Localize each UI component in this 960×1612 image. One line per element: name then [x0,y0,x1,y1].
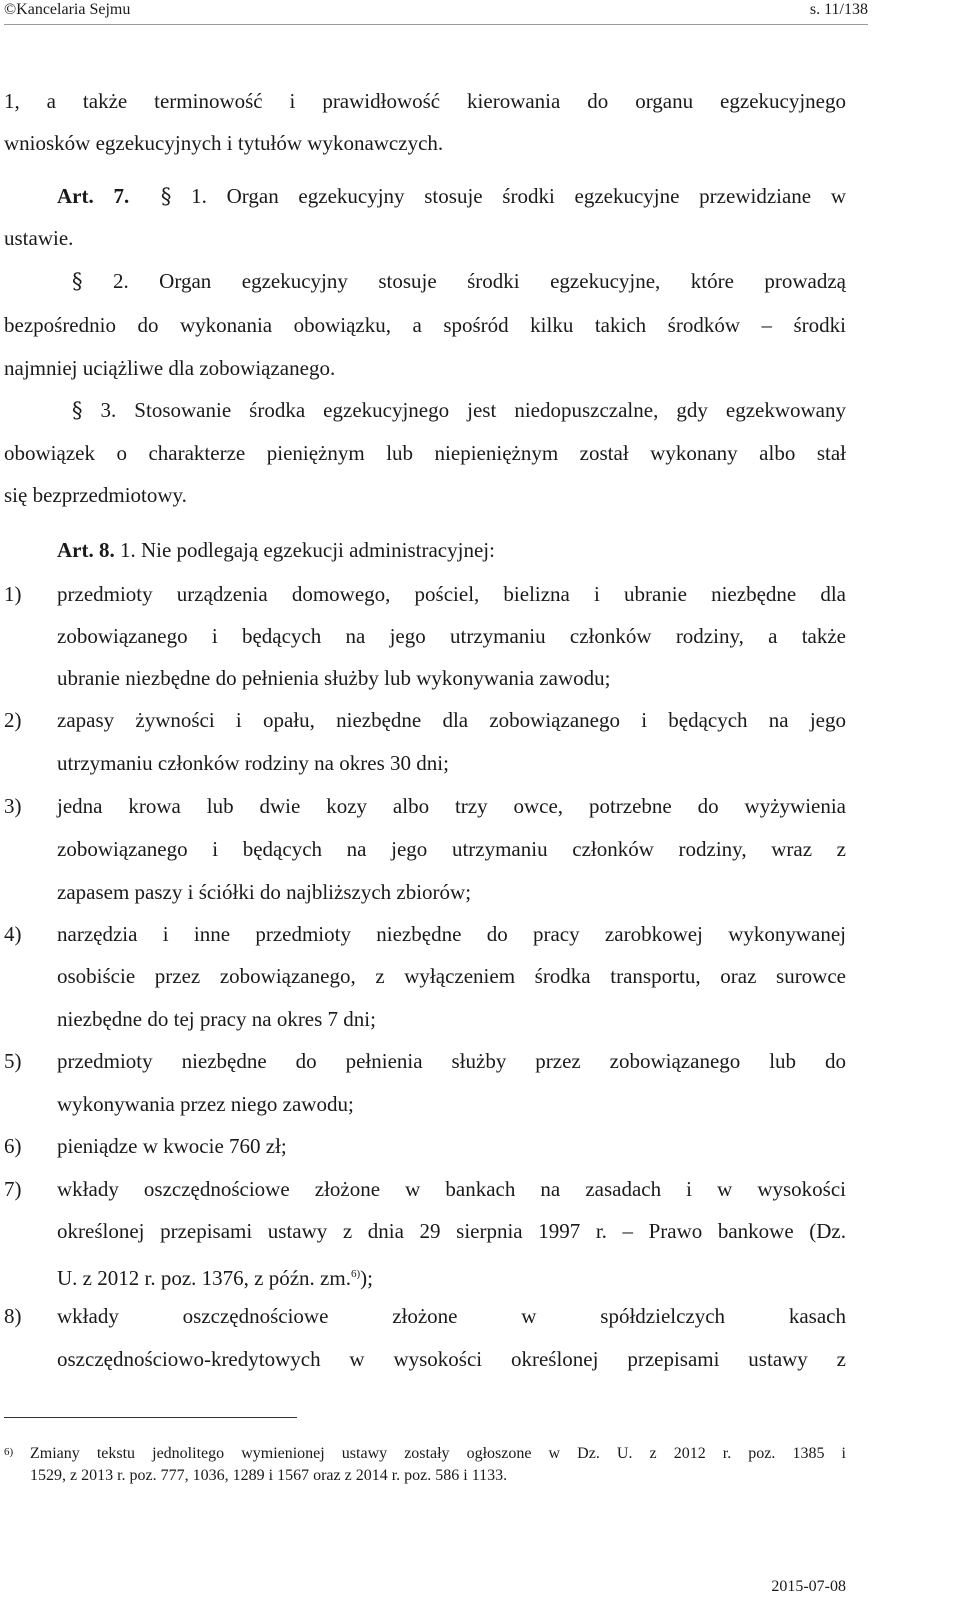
art7-heading: Art. 7. [57,184,130,208]
list-item-number: 5) [4,1049,22,1073]
list-item-number: 2) [4,708,22,732]
art7-p1-line-1 [57,183,846,209]
footnote-line-2: 1529, z 2013 r. poz. 777, 1036, 1289 i 1567 oraz z 2014 r. poz. 586 i 1133. [30,1467,508,1484]
footnote-number: 6) [4,1446,14,1458]
art7-p2-line-3: najmniej uciążliwe dla zobowiązanego. [4,356,336,380]
art8-heading: Art. 8. [57,538,115,562]
section-sign: § [72,398,83,422]
list-item-line: wykonywania przez niego zawodu; [57,1092,354,1116]
publication-date: 2015-07-08 [771,1578,846,1595]
list-item-line: zapasem paszy i ściółki do najbliższych zbiorów; [57,880,472,904]
list-item-line: wkłady oszczędnościowe złożone w bankach na zasadach i w wysokości [57,1177,846,1201]
section-sign: § [160,184,172,208]
art8-p1 [57,537,899,563]
page-number: s. 11/138 [809,1,868,18]
list-item-number: 7) [4,1177,22,1201]
page-header [4,0,868,25]
art8-p1-text: 1. Nie podlegają egzekucji administracyjnej: [119,538,495,562]
footnote-line-1: Zmiany tekstu jednolitego wymienionej ustawy zostały ogłoszone w Dz. U. z 2012 r. poz. 1385 i [30,1445,846,1462]
list-item-line [57,1261,846,1291]
list-item-line: zobowiązanego i będących na jego utrzymaniu członków rodziny, wraz z [57,837,846,861]
list-item-line: utrzymaniu członków rodziny na okres 30 dni; [57,751,449,775]
list-item-text: ); [360,1266,373,1290]
list-item-text: U. z 2012 r. poz. 1376, z późn. zm. [57,1266,351,1290]
section-sign: § [72,269,83,293]
intro-line-2: wniosków egzekucyjnych i tytułów wykonawczych. [4,131,444,155]
list-item-line: określonej przepisami ustawy z dnia 29 sierpnia 1997 r. – Prawo bankowe (Dz. [57,1219,846,1243]
art7-p1-line-2: ustawie. [4,226,74,250]
list-item-line: ubranie niezbędne do pełnienia służby lub wykonywania zawodu; [57,666,611,690]
art7-p1-text: 1. Organ egzekucyjny stosuje środki egzekucyjne przewidziane w [191,184,846,208]
footnote-divider [4,1417,297,1418]
art7-p3-text: 3. Stosowanie środka egzekucyjnego jest niedopuszczalne, gdy egzekwowany [100,398,847,422]
art7-p3-line-3: się bezprzedmiotowy. [4,483,187,507]
list-item-line: niezbędne do tej pracy na okres 7 dni; [57,1007,376,1031]
publisher-label: ©Kancelaria Sejmu [4,1,131,18]
art7-p3-line-2: obowiązek o charakterze pieniężnym lub niepieniężnym został wykonany albo stał [4,441,846,465]
list-item-line: zobowiązanego i będących na jego utrzymaniu członków rodziny, a także [57,624,846,648]
intro-line-1: 1, a także terminowość i prawidłowość kierowania do organu egzekucyjnego [4,89,846,113]
list-item-line: narzędzia i inne przedmioty niezbędne do pracy zarobkowej wykonywanej [57,922,846,946]
footnote-reference: 6) [350,1268,361,1280]
list-item-line: przedmioty urządzenia domowego, pościel, bielizna i ubranie niezbędne dla [57,582,846,606]
list-item-line: oszczędnościowo-kredytowych w wysokości określonej przepisami ustawy z [57,1347,846,1371]
list-item-number: 6) [4,1134,22,1158]
list-item-line: zapasy żywności i opału, niezbędne dla zobowiązanego i będących na jego [57,708,846,732]
art7-p2-line-2: bezpośrednio do wykonania obowiązku, a spośród kilku takich środków – środki [4,313,846,337]
list-item-number: 3) [4,794,22,818]
list-item-line: jedna krowa lub dwie kozy albo trzy owce, potrzebne do wyżywienia [57,794,846,818]
art7-p3-line-1 [72,397,846,423]
list-item-number: 1) [4,582,22,606]
list-item-number: 8) [4,1304,22,1328]
list-item-line: wkłady oszczędnościowe złożone w spółdzielczych kasach [57,1304,846,1328]
art7-p2-line-1 [72,268,846,294]
footnote-mark [4,1442,13,1467]
list-item-line: pieniądze w kwocie 760 zł; [57,1134,287,1158]
list-item-line: przedmioty niezbędne do pełnienia służby przez zobowiązanego lub do [57,1049,846,1073]
art7-p2-text: 2. Organ egzekucyjny stosuje środki egzekucyjne, które prowadzą [112,269,846,293]
list-item-number: 4) [4,922,22,946]
list-item-line: osobiście przez zobowiązanego, z wyłączeniem środka transportu, oraz surowce [57,964,846,988]
